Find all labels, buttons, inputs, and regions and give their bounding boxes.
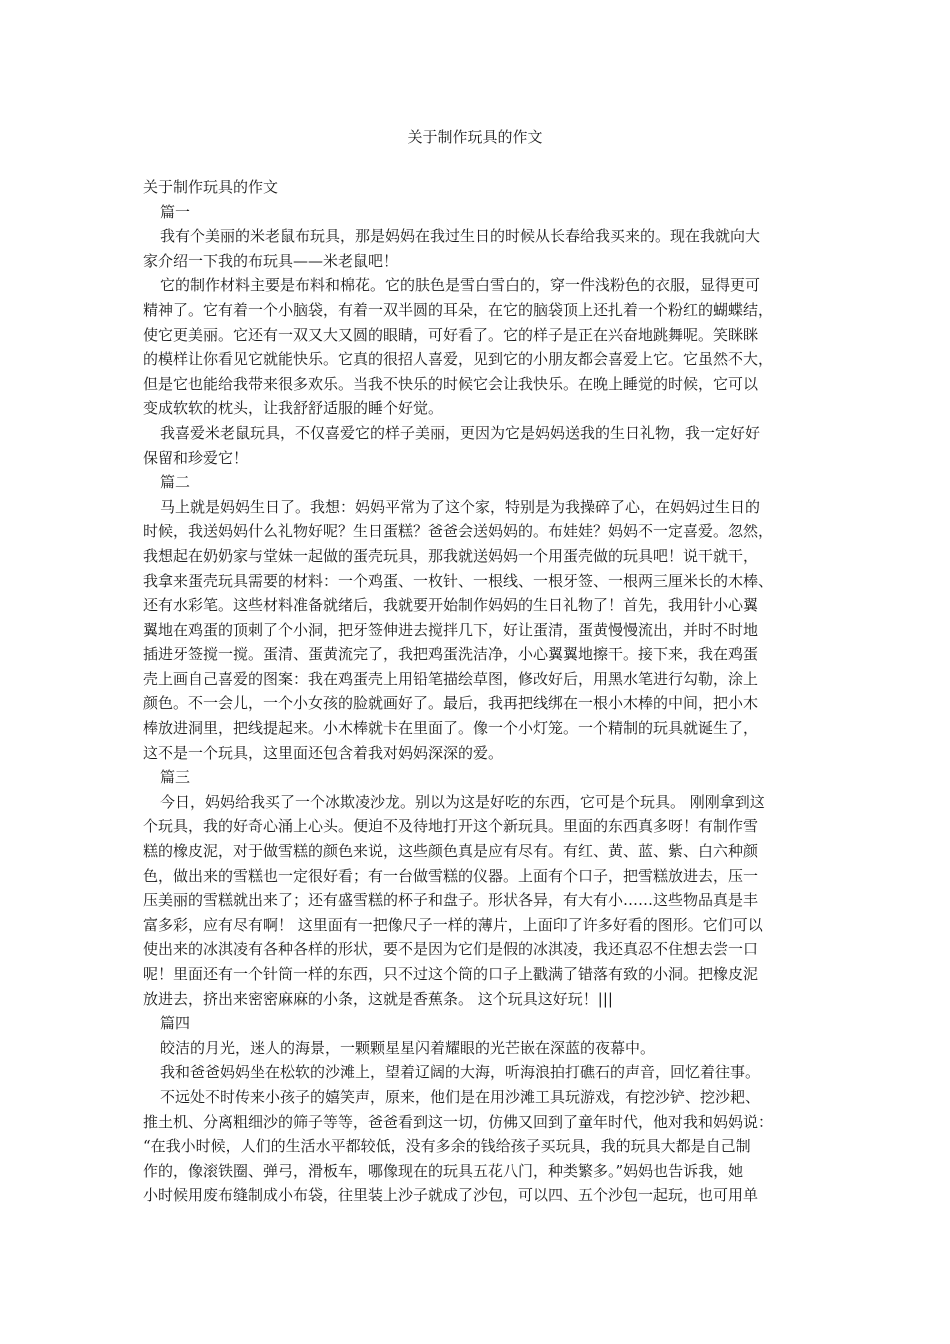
text-line: “在我小时候，人们的生活水平都较低，没有多余的钱给孩子买玩具，我的玩具大都是自己制 [143,1137,751,1156]
text-line: 的模样让你看见它就能快乐。它真的很招人喜爱，见到它的小朋友都会喜爱上它。它虽然不大， [143,350,774,369]
text-line: 篇一 [160,202,191,221]
text-line: 不远处不时传来小孩子的嬉笑声，原来，他们是在用沙滩工具玩游戏，有挖沙铲、挖沙耙、 [160,1087,761,1106]
text-line: 色，做出来的雪糕也一定很好看；有一台做雪糕的仪器。上面有个口子，把雪糕放进去，压一 [143,866,759,885]
text-line: 马上就是妈妈生日了。我想：妈妈平常为了这个家，特别是为我操碎了心，在妈妈过生日的 [160,497,761,516]
text-line: 推土机、分离粗细沙的筛子等等，爸爸看到这一切，仿佛又回到了童年时代，他对我和妈妈说： [143,1112,774,1131]
text-line: 还有水彩笔。这些材料准备就绪后，我就要开始制作妈妈的生日礼物了！首先，我用针小心翼 [143,596,759,615]
document-body [143,175,811,1208]
text-line: 篇四 [160,1014,191,1033]
text-line: 我喜爱米老鼠玩具，不仅喜爱它的样子美丽，更因为它是妈妈送我的生日礼物，我一定好好 [160,423,761,442]
text-line: 翼地在鸡蛋的顶刺了个小洞，把牙签伸进去搅拌几下，好让蛋清，蛋黄慢慢流出，并时不时地 [143,620,759,639]
text-line: 时候，我送妈妈什么礼物好呢？生日蛋糕？爸爸会送妈妈的。布娃娃？妈妈不一定喜爱。忽然， [143,522,774,541]
text-line: 我有个美丽的米老鼠布玩具，那是妈妈在我过生日的时候从长春给我买来的。现在我就向大 [160,227,761,246]
text-line: 皎洁的月光，迷人的海景，一颗颗星星闪着耀眼的光芒嵌在深蓝的夜幕中。 [160,1038,656,1057]
text-line: 压美丽的雪糕就出来了；还有盛雪糕的杯子和盘子。形状各异，有大有小……这些物品真是丰 [143,891,759,910]
text-line: 精神了。它有着一个小脑袋，有着一双半圆的耳朵，在它的脑袋顶上还扎着一个粉红的蝴蝶结， [143,300,774,319]
text-line: 壳上画自己喜爱的图案：我在鸡蛋壳上用铅笔描绘草图，修改好后，用黑水笔进行勾勒，涂上 [143,669,759,688]
text-line: 篇三 [160,768,191,787]
text-line: 颜色。不一会儿，一个小女孩的脸就画好了。最后，我再把线绑在一根小木棒的中间，把小木 [143,694,759,713]
text-line: 个玩具，我的好奇心涌上心头。便迫不及待地打开这个新玩具。里面的东西真多呀！有制作雪 [143,817,759,836]
text-line: 关于制作玩具的作文 [143,178,279,196]
text-line: 棒放进洞里，把线提起来。小木棒就卡在里面了。像一个小灯笼。一个精制的玩具就诞生了， [143,719,759,738]
text-line: 作的，像滚铁圈、弹弓，滑板车，哪像现在的玩具五花八门，种类繁多。”妈妈也告诉我，她 [143,1161,744,1180]
text-line: 保留和珍爱它！ [143,448,249,467]
text-line: 这不是一个玩具，这里面还包含着我对妈妈深深的爱。 [143,743,504,762]
text-line: 它的制作材料主要是布料和棉花。它的肤色是雪白雪白的，穿一件浅粉色的衣服，显得更可 [160,276,761,295]
text-line: 使它更美丽。它还有一双又大又圆的眼睛，可好看了。它的样子是正在兴奋地跳舞呢。笑眯眯 [143,325,759,344]
text-line: 家介绍一下我的布玩具——米老鼠吧！ [143,251,399,270]
text-line: 今日，妈妈给我买了一个冰欺凌沙龙。别以为这是好吃的东西，它可是个玩具。 刚刚拿到这 [160,792,765,811]
text-line: 放进去，挤出来密密麻麻的小条，这就是香蕉条。 这个玩具这好玩！||| [143,989,613,1008]
text-line: 篇二 [160,473,191,492]
text-line: 我想起在奶奶家与堂妹一起做的蛋壳玩具，那我就送妈妈一个用蛋壳做的玩具吧！说干就干， [143,546,759,565]
text-line: 我拿来蛋壳玩具需要的材料：一个鸡蛋、一枚针、一根线、一根牙签、一根两三厘米长的木棒、 [143,571,774,590]
text-line: 我和爸爸妈妈坐在松软的沙滩上，望着辽阔的大海，听海浪拍打礁石的声音，回忆着往事。 [160,1063,761,1082]
text-line: 呢！里面还有一个针筒一样的东西，只不过这个筒的口子上戳满了错落有致的小洞。把橡皮泥 [143,965,759,983]
text-line: 糕的橡皮泥，对于做雪糕的颜色来说，这些颜色真是应有尽有。有红、黄、蓝、紫、白六种颜 [143,842,759,861]
text-line: 小时候用废布缝制成小布袋，往里装上沙子就成了沙包，可以四、五个沙包一起玩，也可用单 [143,1186,759,1205]
text-line: 但是它也能给我带来很多欢乐。当我不快乐的时候它会让我快乐。在晚上睡觉的时候，它可以 [143,374,759,393]
document-title: 关于制作玩具的作文 [407,128,543,146]
text-line: 变成软软的枕头，让我舒舒适服的睡个好觉。 [143,399,444,418]
text-line: 插进牙签搅一搅。蛋清、蛋黄流完了，我把鸡蛋洗洁净，小心翼翼地擦干。接下来，我在鸡蛋 [143,645,759,664]
text-line: 富多彩，应有尽有啊！ 这里面有一把像尺子一样的薄片，上面印了许多好看的图形。它们可以 [143,915,763,934]
text-line: 使出来的冰淇凌有各种各样的形状，要不是因为它们是假的冰淇凌，我还真忍不住想去尝一口 [143,940,759,959]
